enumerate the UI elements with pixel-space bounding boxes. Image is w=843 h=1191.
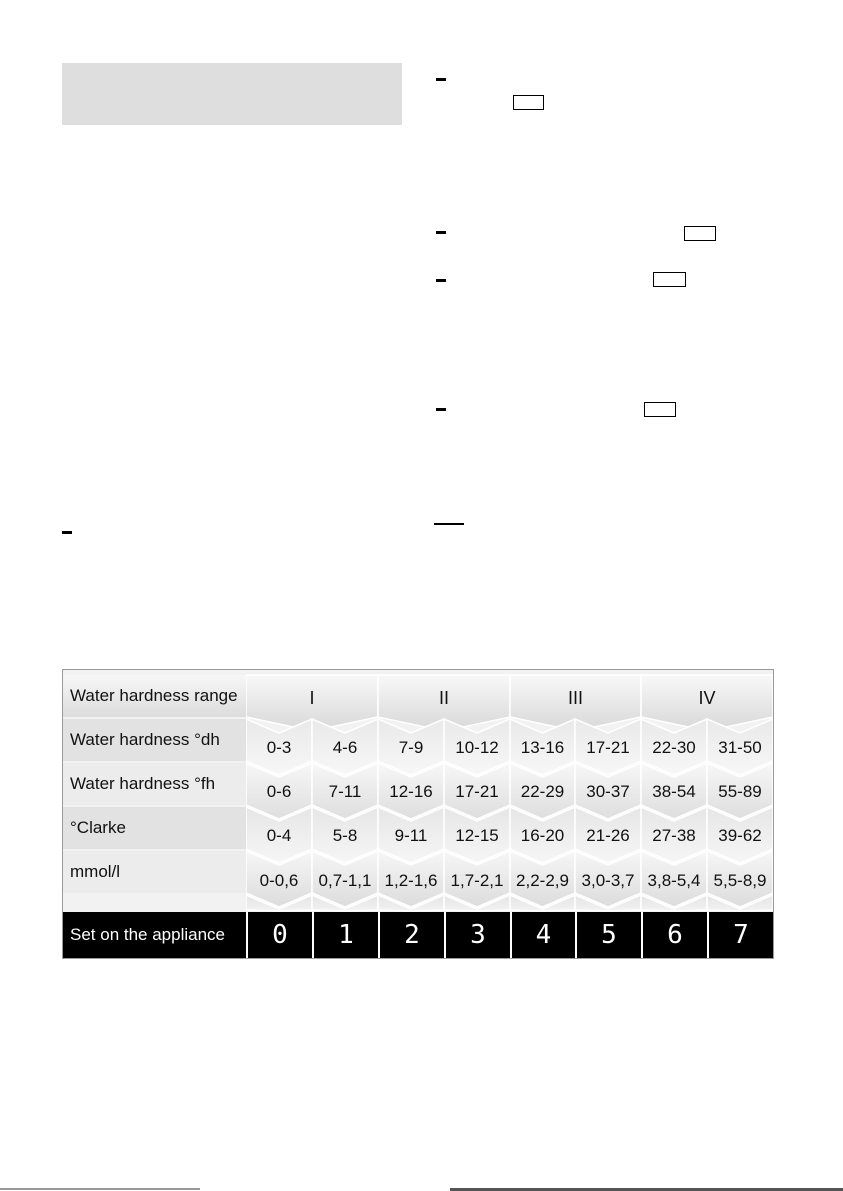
heading-box [62, 63, 402, 125]
mmol-cell: 3,0-3,7 [581, 871, 635, 890]
dh-cell: 17-21 [586, 738, 630, 757]
fh-row [246, 782, 773, 802]
label-set-on-appliance: Set on the appliance [70, 925, 226, 944]
footer-rule [0, 1188, 200, 1190]
key-symbol-box [684, 226, 716, 241]
fh-cell: 30-37 [586, 782, 630, 801]
mmol-row [246, 871, 773, 891]
range-row [246, 688, 773, 709]
bullet-dash [436, 231, 446, 234]
dh-cell: 13-16 [520, 738, 565, 757]
clarke-cell: 27-38 [652, 826, 696, 845]
fh-cell: 38-54 [652, 782, 696, 801]
bullet-dash [436, 279, 446, 282]
fh-cell: 0-6 [266, 782, 292, 801]
range-cell: IV [698, 688, 716, 708]
dh-cell: 4-6 [332, 738, 358, 757]
label-fh: Water hardness °fh [63, 763, 246, 805]
note-rule [434, 523, 464, 525]
dh-cell: 10-12 [455, 738, 499, 757]
dh-cell: 31-50 [718, 738, 762, 757]
dh-row [246, 738, 773, 758]
label-mmol: mmol/l [63, 851, 246, 893]
mmol-cell: 1,7-2,1 [450, 871, 504, 890]
bullet-dash [62, 531, 72, 534]
key-symbol-box [644, 402, 676, 417]
dh-cell: 7-9 [398, 738, 424, 757]
setting-cell: 6 [641, 912, 707, 958]
appliance-setting-row [63, 912, 773, 958]
bullet-dash [436, 408, 446, 411]
setting-cell: 5 [575, 912, 641, 958]
fh-cell: 22-29 [520, 782, 565, 801]
range-cell: II [438, 688, 449, 708]
setting-cell: 4 [510, 912, 575, 958]
mmol-cell: 0-0,6 [259, 871, 299, 890]
clarke-cell: 39-62 [718, 826, 762, 845]
clarke-row [246, 826, 773, 846]
range-cell: III [567, 688, 583, 708]
clarke-cell: 9-11 [394, 826, 428, 845]
mmol-cell: 3,8-5,4 [647, 871, 701, 890]
dh-cell: 0-3 [266, 738, 292, 757]
fh-cell: 17-21 [455, 782, 499, 801]
clarke-cell: 5-8 [332, 826, 358, 845]
setting-cell: 2 [378, 912, 444, 958]
clarke-cell: 12-15 [455, 826, 499, 845]
label-hardness-range: Water hardness range [63, 675, 246, 717]
label-clarke: °Clarke [63, 807, 246, 849]
setting-cell: 7 [707, 912, 773, 958]
setting-cell: 1 [312, 912, 378, 958]
water-hardness-table [62, 669, 774, 959]
setting-cell: 0 [246, 912, 312, 958]
mmol-cell: 5,5-8,9 [713, 871, 767, 890]
fh-cell: 7-11 [328, 782, 362, 801]
bullet-dash [436, 78, 446, 81]
clarke-cell: 0-4 [266, 826, 292, 845]
mmol-cell: 0,7-1,1 [318, 871, 372, 890]
setting-cells [246, 912, 773, 958]
key-symbol-box [653, 272, 686, 287]
key-symbol-box [513, 95, 544, 110]
dh-cell: 22-30 [652, 738, 696, 757]
label-dh: Water hardness °dh [63, 719, 246, 761]
clarke-cell: 21-26 [586, 826, 630, 845]
mmol-cell: 2,2-2,9 [516, 871, 569, 890]
clarke-cell: 16-20 [520, 826, 565, 845]
range-cell: I [309, 688, 315, 708]
setting-cell: 3 [444, 912, 510, 958]
mmol-cell: 1,2-1,6 [384, 871, 438, 890]
fh-cell: 12-16 [389, 782, 433, 801]
fh-cell: 55-89 [718, 782, 762, 801]
